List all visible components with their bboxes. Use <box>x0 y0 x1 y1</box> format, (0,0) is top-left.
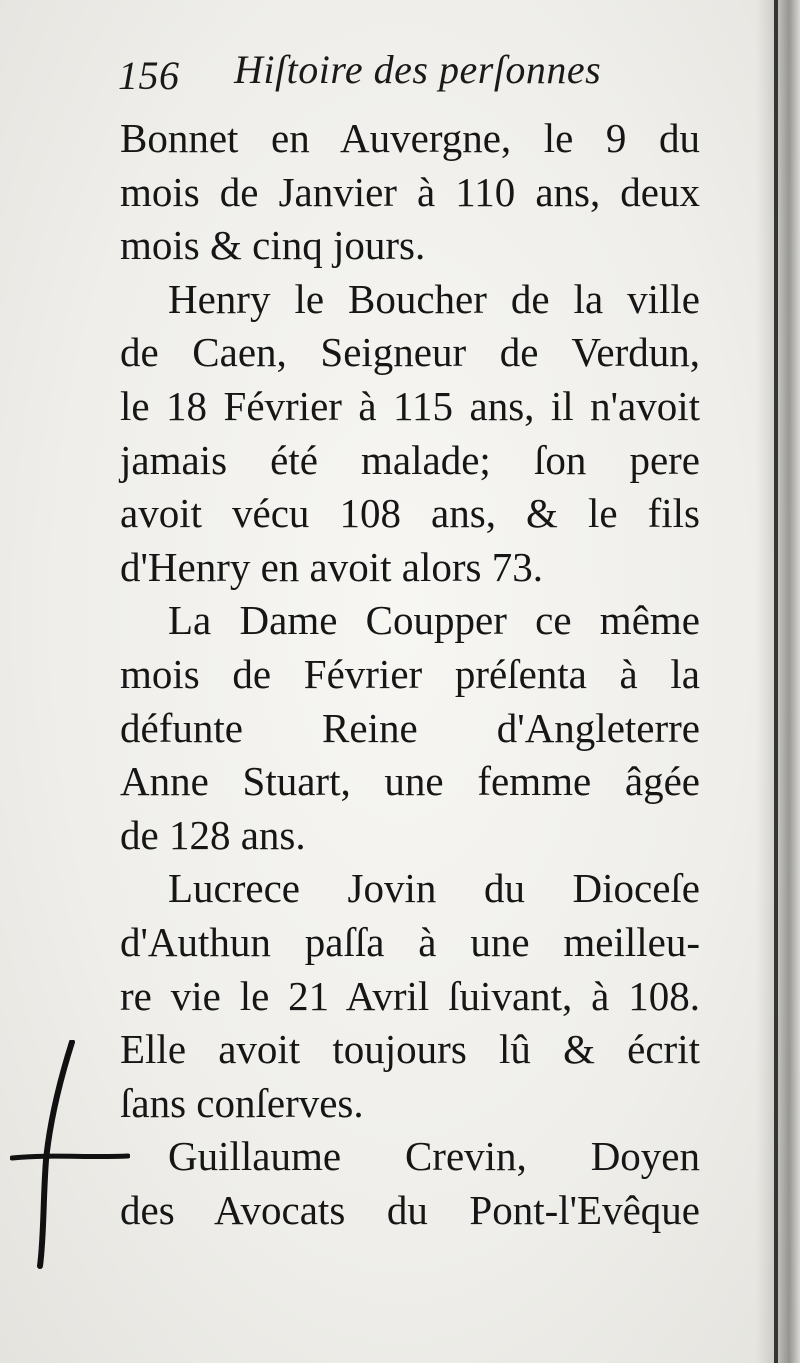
paragraph-start-line: Guillaume Crevin, Doyen <box>168 1133 700 1180</box>
running-title: Hiſtoire des perſonnes <box>234 47 602 92</box>
page-edge-shadow <box>756 0 800 1363</box>
text-line: Bonnet en Auvergne, le 9 du <box>120 115 700 161</box>
text-line: Anne Stuart, une femme âgée <box>120 758 700 805</box>
text-line: défunte Reine d'Angleterre <box>120 704 700 751</box>
page-edge-line <box>774 0 778 1363</box>
text-line: d'Henry en avoit alors 73. <box>120 543 543 590</box>
text-line: avoit vécu 108 ans, & le fils <box>120 490 700 537</box>
paragraph-start-line: Lucrece Jovin du Dioceſe <box>168 865 700 912</box>
text-line: mois de Janvier à 110 ans, deux <box>120 168 700 215</box>
text-line: ſans conſerves. <box>120 1079 364 1126</box>
text-line: mois & cinq jours. <box>120 222 426 269</box>
text-line: le 18 Février à 115 ans, il n'avoit <box>120 382 700 429</box>
handwritten-cross-mark <box>10 1040 130 1270</box>
text-line: mois de Février préſenta à la <box>120 650 700 697</box>
text-line: de 128 ans. <box>120 811 306 858</box>
paragraph-start-line: La Dame Coupper ce même <box>168 597 700 644</box>
text-line: des Avocats du Pont-l'Evêque <box>120 1186 700 1233</box>
text-line: d'Authun paſſa à une meilleu- <box>120 918 700 965</box>
text-line: de Caen, Seigneur de Verdun, <box>120 329 700 376</box>
paragraph-start-line: Henry le Boucher de la ville <box>168 275 700 322</box>
body-text <box>120 112 720 1237</box>
page-number: 156 <box>118 53 180 98</box>
text-line: Elle avoit toujours lû & écrit <box>120 1026 700 1073</box>
page-header <box>118 46 638 106</box>
text-line: re vie le 21 Avril ſuivant, à 108. <box>120 972 700 1019</box>
text-line: jamais été malade; ſon pere <box>120 436 700 483</box>
